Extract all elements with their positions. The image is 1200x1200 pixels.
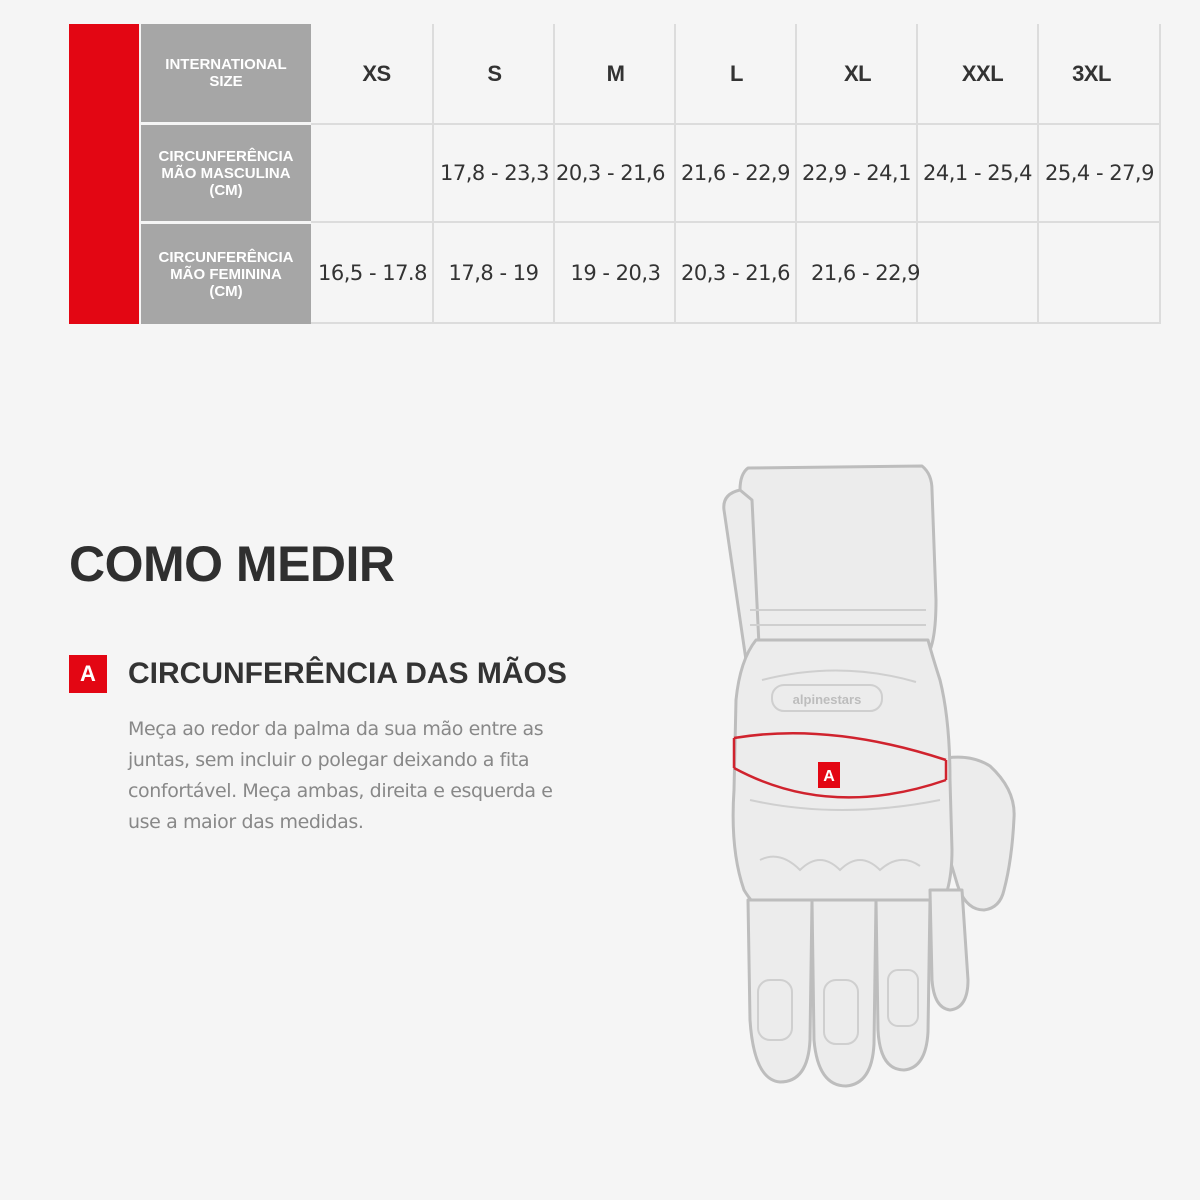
male-s: 17,8 - 23,3: [440, 161, 549, 185]
size-l: L: [730, 61, 743, 86]
female-xs: 16,5 - 17.8: [318, 261, 427, 285]
marker-a-label: A: [823, 768, 835, 785]
step-instructions: Meça ao redor da palma da sua mão entre as juntas, sem incluir o polegar deixando a fita confortável. Meça ambas, direita e esquerda e use a maior das medidas.: [128, 718, 553, 833]
size-xxl: XXL: [961, 61, 1004, 86]
male-3xl: 25,4 - 27,9: [1045, 161, 1154, 185]
size-chart-table: [69, 24, 1161, 324]
step-title: CIRCUNFERÊNCIA DAS MÃOS: [128, 657, 567, 690]
male-l: 21,6 - 22,9: [681, 161, 790, 185]
accent-bar: [69, 24, 139, 324]
row-header-female-circumference: CIRCUNFERÊNCIA MÃO FEMININA (CM): [141, 224, 311, 324]
step-badge: A: [69, 655, 107, 693]
male-xl: 22,9 - 24,1: [802, 161, 911, 185]
male-m: 20,3 - 21,6: [556, 161, 665, 185]
size-xl: XL: [843, 61, 872, 86]
female-xxl: [917, 222, 1038, 324]
section-title: COMO MEDIR: [69, 536, 395, 592]
female-s: 17,8 - 19: [448, 261, 539, 285]
female-xl: 21,6 - 22,9: [811, 261, 920, 285]
male-xs: [319, 124, 440, 222]
row-header-male-circumference: CIRCUNFERÊNCIA MÃO MASCULINA (CM): [141, 125, 311, 221]
size-m: M: [606, 61, 625, 86]
size-xs: XS: [362, 61, 391, 86]
row-header-international-size: INTERNATIONAL SIZE: [141, 24, 311, 122]
female-m: 19 - 20,3: [570, 261, 661, 285]
female-l: 20,3 - 21,6: [681, 261, 790, 285]
male-xxl: 24,1 - 25,4: [923, 161, 1032, 185]
female-3xl: [1039, 222, 1160, 324]
size-3xl: 3XL: [1072, 61, 1111, 86]
size-s: S: [487, 61, 502, 86]
brand-logo: alpinestars: [792, 692, 862, 707]
glove-illustration-icon: [700, 460, 1030, 1100]
